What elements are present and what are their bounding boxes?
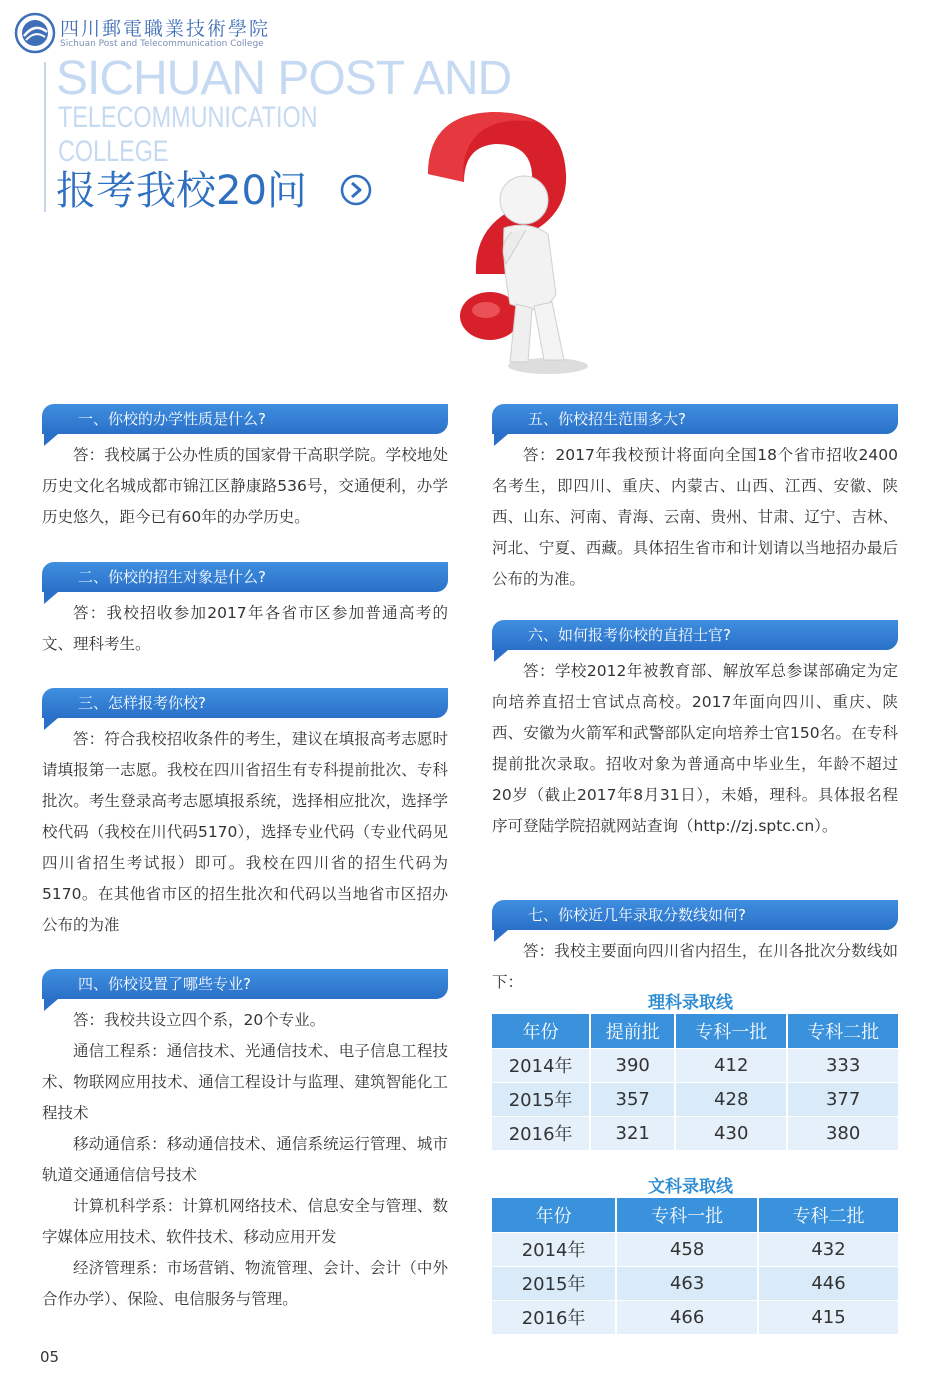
table-cell: 2014年 xyxy=(492,1048,590,1082)
faq-heading-2: 二、你校的招生对象是什么? xyxy=(42,562,448,592)
faq-heading-4: 四、你校设置了哪些专业? xyxy=(42,969,448,999)
table-cell: 463 xyxy=(616,1266,758,1300)
faq-section-7 xyxy=(492,900,898,998)
science-header-year: 年份 xyxy=(492,1014,590,1048)
table-row xyxy=(492,1116,898,1150)
table-row xyxy=(492,1266,898,1300)
table-cell: 2016年 xyxy=(492,1300,616,1334)
faq-section-6 xyxy=(492,620,898,842)
arts-header-year: 年份 xyxy=(492,1198,616,1232)
science-header-early: 提前批 xyxy=(590,1014,675,1048)
faq-answer-5: 答：2017年我校预计将面向全国18个省市招收2400名考生，即四川、重庆、内蒙古、山西、江西、安徽、陕西、山东、河南、青海、云南、贵州、甘肃、辽宁、吉林、河北、宁夏、西藏。具体招生省市和计划请以当地招办最后公布的为准。 xyxy=(492,446,898,588)
faq-answer-4-dept-1: 通信工程系：通信技术、光通信技术、电子信息工程技术、物联网应用技术、通信工程设计与监理、建筑智能化工程技术 xyxy=(42,1042,448,1122)
table-cell: 357 xyxy=(590,1082,675,1116)
table-cell: 432 xyxy=(758,1232,898,1266)
faq-answer-6: 答：学校2012年被教育部、解放军总参谋部确定为定向培养直招士官试点高校。2017年面向四川、重庆、陕西、安徽为火箭军和武警部队定向培养士官150名。在专科提前批次录取。招收对象为普通高中毕业生，年龄不超过20岁（截止2017年8月31日），未婚，理科。具体报名程序可登陆学院招就网站查询（http://zj.sptc.cn）。 xyxy=(492,662,898,835)
table-cell: 2015年 xyxy=(492,1082,590,1116)
school-name-cn: 四川郵電職業技術學院 xyxy=(60,18,271,40)
table-cell: 446 xyxy=(758,1266,898,1300)
page-number: 05 xyxy=(40,1348,60,1366)
table-cell: 2014年 xyxy=(492,1232,616,1266)
science-score-table xyxy=(492,1014,898,1150)
arts-score-table xyxy=(492,1198,898,1334)
title-en-line3: COLLEGE xyxy=(58,135,169,168)
faq-answer-2: 答：我校招收参加2017年各省市区参加普通高考的文、理科考生。 xyxy=(42,604,448,653)
table-cell: 458 xyxy=(616,1232,758,1266)
college-logo-icon xyxy=(14,12,56,54)
table-row xyxy=(492,1082,898,1116)
title-divider xyxy=(44,62,46,212)
arts-header-batch1: 专科一批 xyxy=(616,1198,758,1232)
science-table-title: 理科录取线 xyxy=(648,993,733,1013)
table-cell: 466 xyxy=(616,1300,758,1334)
table-row xyxy=(492,1048,898,1082)
table-cell: 428 xyxy=(675,1082,787,1116)
science-header-batch2: 专科二批 xyxy=(787,1014,898,1048)
table-cell: 333 xyxy=(787,1048,898,1082)
faq-answer-4-dept-3: 计算机科学系：计算机网络技术、信息安全与管理、数字媒体应用技术、软件技术、移动应用开发 xyxy=(42,1197,448,1246)
faq-answer-3: 答：符合我校招收条件的考生，建议在填报高考志愿时请填报第一志愿。我校在四川省招生有专科提前批次、专科批次。考生登录高考志愿填报系统，选择相应批次，选择学校代码（我校在川代码5170），选择专业代码（专业代码见四川省招生考试报）即可。我校在四川省的招生代码为5170。在其他省市区的招生批次和代码以当地省市区招办公布的为准 xyxy=(42,730,448,934)
faq-section-4 xyxy=(42,969,448,1315)
title-en-line2: TELECOMMUNICATION xyxy=(58,101,318,134)
faq-section-3 xyxy=(42,688,448,941)
table-cell: 321 xyxy=(590,1116,675,1150)
science-header-batch1: 专科一批 xyxy=(675,1014,787,1048)
faq-heading-3: 三、怎样报考你校? xyxy=(42,688,448,718)
table-cell: 412 xyxy=(675,1048,787,1082)
arrow-right-circle-icon xyxy=(340,174,372,206)
table-cell: 2016年 xyxy=(492,1116,590,1150)
school-name-en: Sichuan Post and Telecommunication College xyxy=(60,39,264,49)
faq-answer-4-dept-4: 经济管理系：市场营销、物流管理、会计、会计（中外合作办学）、保险、电信服务与管理。 xyxy=(42,1259,448,1308)
table-cell: 430 xyxy=(675,1116,787,1150)
table-cell: 415 xyxy=(758,1300,898,1334)
faq-section-5 xyxy=(492,404,898,595)
faq-answer-4-dept-2: 移动通信系：移动通信技术、通信系统运行管理、城市轨道交通通信信号技术 xyxy=(42,1135,448,1184)
faq-answer-7: 答：我校主要面向四川省内招生，在川各批次分数线如下： xyxy=(492,942,898,991)
page-title: 报考我校20问 xyxy=(56,168,307,214)
question-mark-figure-illustration xyxy=(398,104,598,380)
arts-table-title: 文科录取线 xyxy=(648,1177,733,1197)
arts-header-batch2: 专科二批 xyxy=(758,1198,898,1232)
faq-section-1 xyxy=(42,404,448,533)
table-cell: 380 xyxy=(787,1116,898,1150)
faq-section-2 xyxy=(42,562,448,660)
table-row xyxy=(492,1232,898,1266)
faq-answer-4-intro: 答：我校共设立四个系，20个专业。 xyxy=(73,1011,326,1029)
table-cell: 377 xyxy=(787,1082,898,1116)
title-en-line1: SICHUAN POST AND xyxy=(56,52,512,105)
table-row xyxy=(492,1300,898,1334)
faq-heading-5: 五、你校招生范围多大? xyxy=(492,404,898,434)
faq-heading-1: 一、你校的办学性质是什么? xyxy=(42,404,448,434)
faq-answer-1: 答：我校属于公办性质的国家骨干高职学院。学校地处历史文化名城成都市锦江区静康路536号，交通便利，办学历史悠久，距今已有60年的办学历史。 xyxy=(42,446,448,526)
table-cell: 2015年 xyxy=(492,1266,616,1300)
table-cell: 390 xyxy=(590,1048,675,1082)
faq-heading-6: 六、如何报考你校的直招士官? xyxy=(492,620,898,650)
faq-heading-7: 七、你校近几年录取分数线如何? xyxy=(492,900,898,930)
